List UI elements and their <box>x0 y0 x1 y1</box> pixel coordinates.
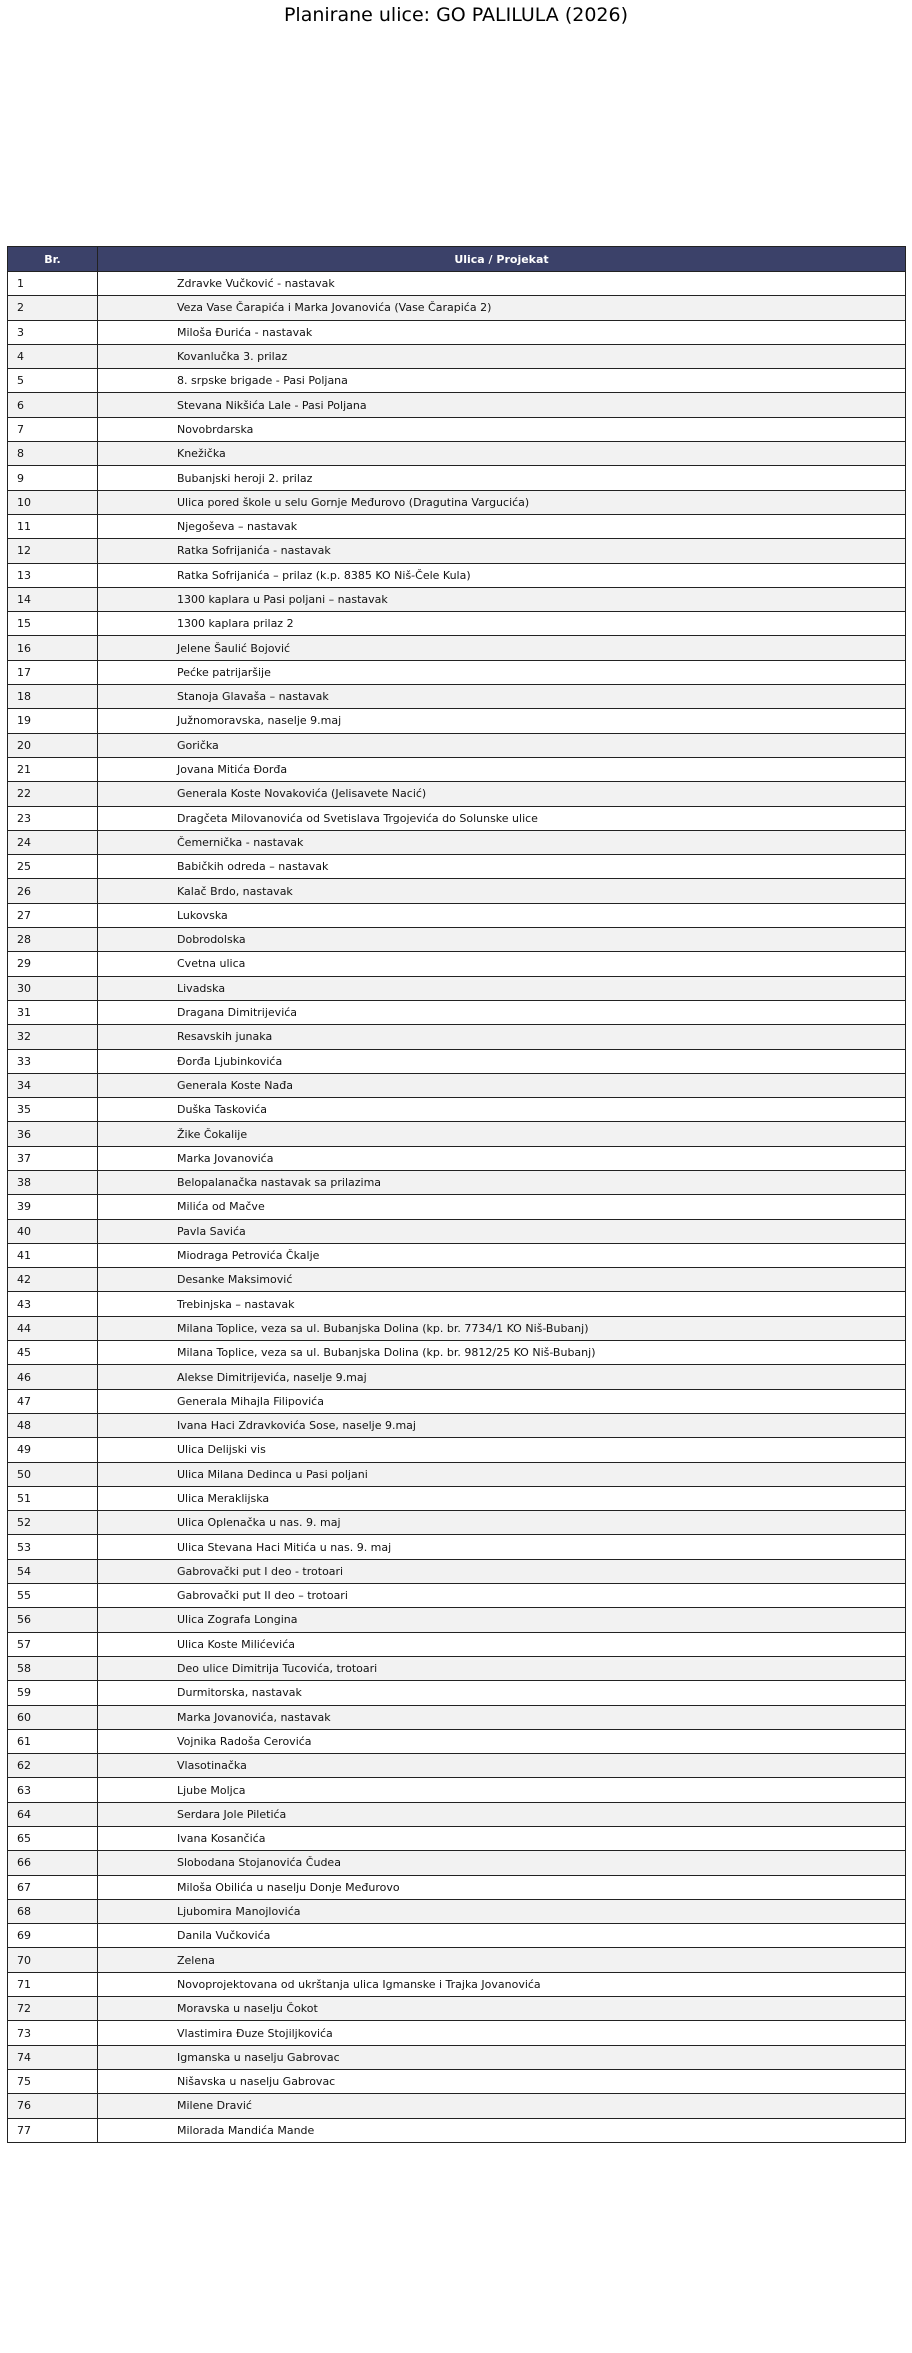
table-row <box>8 1924 906 1948</box>
row-number: 11 <box>8 514 98 538</box>
row-number: 15 <box>8 612 98 636</box>
row-number: 66 <box>8 1851 98 1875</box>
streets-table <box>7 246 906 2143</box>
row-street-name: Đorđa Ljubinkovića <box>98 1049 906 1073</box>
table-row <box>8 1438 906 1462</box>
table-row <box>8 1802 906 1826</box>
table-row <box>8 320 906 344</box>
row-street-name: Bubanjski heroji 2. prilaz <box>98 466 906 490</box>
row-street-name: Miloša Đurića - nastavak <box>98 320 906 344</box>
row-number: 53 <box>8 1535 98 1559</box>
table-row <box>8 296 906 320</box>
row-street-name: Milića od Mačve <box>98 1195 906 1219</box>
table-row <box>8 1098 906 1122</box>
row-number: 25 <box>8 855 98 879</box>
row-number: 17 <box>8 660 98 684</box>
row-street-name: Zelena <box>98 1948 906 1972</box>
table-row <box>8 2045 906 2069</box>
row-number: 30 <box>8 976 98 1000</box>
row-number: 39 <box>8 1195 98 1219</box>
row-number: 33 <box>8 1049 98 1073</box>
table-row <box>8 2094 906 2118</box>
row-street-name: Ulica pored škole u selu Gornje Međurovo (Dragutina Vargucića) <box>98 490 906 514</box>
row-street-name: Igmanska u naselju Gabrovac <box>98 2045 906 2069</box>
row-street-name: Pećke patrijaršije <box>98 660 906 684</box>
row-street-name: Veza Vase Čarapića i Marka Jovanovića (Vase Čarapića 2) <box>98 296 906 320</box>
row-street-name: Kalač Brdo, nastavak <box>98 879 906 903</box>
row-number: 58 <box>8 1656 98 1680</box>
row-street-name: Ratka Sofrijanića – prilaz (k.p. 8385 KO Niš-Čele Kula) <box>98 563 906 587</box>
row-street-name: Ljube Moljca <box>98 1778 906 1802</box>
table-row <box>8 1511 906 1535</box>
row-number: 28 <box>8 928 98 952</box>
row-street-name: Durmitorska, nastavak <box>98 1681 906 1705</box>
row-number: 57 <box>8 1632 98 1656</box>
table-header <box>8 247 906 272</box>
table-row <box>8 1705 906 1729</box>
row-street-name: Slobodana Stojanovića Čudea <box>98 1851 906 1875</box>
row-street-name: Cvetna ulica <box>98 952 906 976</box>
row-street-name: Marka Jovanovića, nastavak <box>98 1705 906 1729</box>
row-number: 20 <box>8 733 98 757</box>
row-number: 52 <box>8 1511 98 1535</box>
row-number: 46 <box>8 1365 98 1389</box>
table-row <box>8 514 906 538</box>
row-street-name: Ratka Sofrijanića - nastavak <box>98 539 906 563</box>
row-number: 29 <box>8 952 98 976</box>
row-street-name: Zdravke Vučković - nastavak <box>98 272 906 296</box>
row-number: 63 <box>8 1778 98 1802</box>
row-number: 76 <box>8 2094 98 2118</box>
header-street-project: Ulica / Projekat <box>98 247 906 272</box>
table-row <box>8 1632 906 1656</box>
table-row <box>8 1584 906 1608</box>
row-street-name: Trebinjska – nastavak <box>98 1292 906 1316</box>
row-number: 40 <box>8 1219 98 1243</box>
row-street-name: Ulica Zografa Longina <box>98 1608 906 1632</box>
row-number: 48 <box>8 1413 98 1437</box>
table-row <box>8 1486 906 1510</box>
table-row <box>8 417 906 441</box>
row-street-name: Generala Koste Novakovića (Jelisavete Nacić) <box>98 782 906 806</box>
row-number: 7 <box>8 417 98 441</box>
table-row <box>8 733 906 757</box>
table-row <box>8 490 906 514</box>
table-row <box>8 466 906 490</box>
row-number: 27 <box>8 903 98 927</box>
table-row <box>8 709 906 733</box>
row-street-name: Kovanlučka 3. prilaz <box>98 344 906 368</box>
table-row <box>8 1997 906 2021</box>
row-number: 49 <box>8 1438 98 1462</box>
table-row <box>8 1851 906 1875</box>
row-number: 31 <box>8 1000 98 1024</box>
row-number: 74 <box>8 2045 98 2069</box>
row-number: 22 <box>8 782 98 806</box>
table-row <box>8 806 906 830</box>
table-row <box>8 685 906 709</box>
row-street-name: Milene Dravić <box>98 2094 906 2118</box>
row-number: 71 <box>8 1972 98 1996</box>
row-number: 23 <box>8 806 98 830</box>
row-number: 12 <box>8 539 98 563</box>
row-number: 47 <box>8 1389 98 1413</box>
row-number: 24 <box>8 830 98 854</box>
row-street-name: Livadska <box>98 976 906 1000</box>
row-number: 13 <box>8 563 98 587</box>
table-row <box>8 1146 906 1170</box>
row-number: 35 <box>8 1098 98 1122</box>
table-row <box>8 1292 906 1316</box>
row-street-name: Milorada Mandića Mande <box>98 2118 906 2142</box>
row-street-name: Vojnika Radoša Cerovića <box>98 1729 906 1753</box>
table-row <box>8 1608 906 1632</box>
row-street-name: Miloša Obilića u naselju Donje Međurovo <box>98 1875 906 1899</box>
row-number: 1 <box>8 272 98 296</box>
table-row <box>8 1122 906 1146</box>
row-street-name: Dragana Dimitrijevića <box>98 1000 906 1024</box>
row-number: 26 <box>8 879 98 903</box>
row-number: 59 <box>8 1681 98 1705</box>
row-number: 43 <box>8 1292 98 1316</box>
row-street-name: Vlasotinačka <box>98 1754 906 1778</box>
row-street-name: Milana Toplice, veza sa ul. Bubanjska Dolina (kp. br. 9812/25 KO Niš-Bubanj) <box>98 1341 906 1365</box>
table-row <box>8 2118 906 2142</box>
row-street-name: Generala Mihajla Filipovića <box>98 1389 906 1413</box>
row-street-name: Dragčeta Milovanovića od Svetislava Trgojevića do Solunske ulice <box>98 806 906 830</box>
row-street-name: Stanoja Glavaša – nastavak <box>98 685 906 709</box>
row-street-name: Serdara Jole Piletića <box>98 1802 906 1826</box>
table-row <box>8 1365 906 1389</box>
table-row <box>8 830 906 854</box>
row-street-name: Alekse Dimitrijevića, naselje 9.maj <box>98 1365 906 1389</box>
row-number: 56 <box>8 1608 98 1632</box>
table-row <box>8 1754 906 1778</box>
row-street-name: Babičkih odreda – nastavak <box>98 855 906 879</box>
table-row <box>8 2069 906 2093</box>
table-row <box>8 563 906 587</box>
table-row <box>8 1681 906 1705</box>
row-number: 67 <box>8 1875 98 1899</box>
row-number: 62 <box>8 1754 98 1778</box>
table-row <box>8 952 906 976</box>
row-number: 2 <box>8 296 98 320</box>
row-number: 38 <box>8 1170 98 1194</box>
row-street-name: Jovana Mitića Đorđa <box>98 757 906 781</box>
table-row <box>8 2021 906 2045</box>
row-number: 18 <box>8 685 98 709</box>
row-street-name: Novobrdarska <box>98 417 906 441</box>
row-street-name: 1300 kaplara prilaz 2 <box>98 612 906 636</box>
row-number: 21 <box>8 757 98 781</box>
row-street-name: Južnomoravska, naselje 9.maj <box>98 709 906 733</box>
row-street-name: Generala Koste Nađa <box>98 1073 906 1097</box>
row-number: 60 <box>8 1705 98 1729</box>
row-street-name: Danila Vučkovića <box>98 1924 906 1948</box>
row-street-name: Belopalanačka nastavak sa prilazima <box>98 1170 906 1194</box>
table-row <box>8 1243 906 1267</box>
row-number: 41 <box>8 1243 98 1267</box>
row-number: 72 <box>8 1997 98 2021</box>
row-number: 75 <box>8 2069 98 2093</box>
table-row <box>8 1000 906 1024</box>
row-number: 37 <box>8 1146 98 1170</box>
table-row <box>8 1049 906 1073</box>
table-row <box>8 1389 906 1413</box>
table-row <box>8 1341 906 1365</box>
row-street-name: Ivana Kosančića <box>98 1827 906 1851</box>
row-street-name: Deo ulice Dimitrija Tucovića, trotoari <box>98 1656 906 1680</box>
table-row <box>8 1073 906 1097</box>
table-row <box>8 1025 906 1049</box>
row-number: 9 <box>8 466 98 490</box>
row-number: 42 <box>8 1268 98 1292</box>
header-number: Br. <box>8 247 98 272</box>
table-row <box>8 1170 906 1194</box>
row-street-name: Moravska u naselju Čokot <box>98 1997 906 2021</box>
row-street-name: Ulica Meraklijska <box>98 1486 906 1510</box>
table-row <box>8 1535 906 1559</box>
row-street-name: Gabrovački put I deo - trotoari <box>98 1559 906 1583</box>
row-street-name: Njegoševa – nastavak <box>98 514 906 538</box>
page-title: Planirane ulice: GO PALILULA (2026) <box>283 4 629 26</box>
row-number: 61 <box>8 1729 98 1753</box>
table-row <box>8 1656 906 1680</box>
row-street-name: Desanke Maksimović <box>98 1268 906 1292</box>
row-number: 34 <box>8 1073 98 1097</box>
table-row <box>8 1462 906 1486</box>
row-street-name: Ulica Oplenačka u nas. 9. maj <box>98 1511 906 1535</box>
row-street-name: Ljubomira Manojlovića <box>98 1899 906 1923</box>
table-row <box>8 928 906 952</box>
row-number: 69 <box>8 1924 98 1948</box>
row-number: 68 <box>8 1899 98 1923</box>
row-street-name: Ulica Milana Dedinca u Pasi poljani <box>98 1462 906 1486</box>
table-row <box>8 636 906 660</box>
row-number: 8 <box>8 442 98 466</box>
row-number: 50 <box>8 1462 98 1486</box>
row-number: 16 <box>8 636 98 660</box>
row-street-name: Ulica Stevana Haci Mitića u nas. 9. maj <box>98 1535 906 1559</box>
table-row <box>8 272 906 296</box>
row-street-name: Dobrodolska <box>98 928 906 952</box>
row-number: 3 <box>8 320 98 344</box>
table-row <box>8 1559 906 1583</box>
table-row <box>8 660 906 684</box>
row-street-name: Knežička <box>98 442 906 466</box>
table-row <box>8 344 906 368</box>
table-row <box>8 757 906 781</box>
row-street-name: Stevana Nikšića Lale - Pasi Poljana <box>98 393 906 417</box>
row-number: 55 <box>8 1584 98 1608</box>
row-number: 54 <box>8 1559 98 1583</box>
row-number: 4 <box>8 344 98 368</box>
table-body <box>8 272 906 2143</box>
row-street-name: Žike Čokalije <box>98 1122 906 1146</box>
table-row <box>8 587 906 611</box>
row-street-name: Novoprojektovana od ukrštanja ulica Igmanske i Trajka Jovanovića <box>98 1972 906 1996</box>
table-row <box>8 1948 906 1972</box>
row-street-name: Milana Toplice, veza sa ul. Bubanjska Dolina (kp. br. 7734/1 KO Niš-Bubanj) <box>98 1316 906 1340</box>
row-number: 45 <box>8 1341 98 1365</box>
row-street-name: Resavskih junaka <box>98 1025 906 1049</box>
table-row <box>8 879 906 903</box>
table-row <box>8 1778 906 1802</box>
table-row <box>8 782 906 806</box>
row-street-name: Čemernička - nastavak <box>98 830 906 854</box>
table-row <box>8 1195 906 1219</box>
row-street-name: Nišavska u naselju Gabrovac <box>98 2069 906 2093</box>
row-number: 51 <box>8 1486 98 1510</box>
row-number: 5 <box>8 369 98 393</box>
row-number: 36 <box>8 1122 98 1146</box>
table-row <box>8 1316 906 1340</box>
row-street-name: Ivana Haci Zdravkovića Sose, naselje 9.maj <box>98 1413 906 1437</box>
row-number: 19 <box>8 709 98 733</box>
table-row <box>8 1972 906 1996</box>
row-street-name: Lukovska <box>98 903 906 927</box>
table-row <box>8 903 906 927</box>
table-row <box>8 369 906 393</box>
row-number: 64 <box>8 1802 98 1826</box>
table-row <box>8 1875 906 1899</box>
table-row <box>8 1827 906 1851</box>
table-row <box>8 539 906 563</box>
row-number: 14 <box>8 587 98 611</box>
table-row <box>8 442 906 466</box>
row-street-name: 1300 kaplara u Pasi poljani – nastavak <box>98 587 906 611</box>
table-row <box>8 855 906 879</box>
row-number: 32 <box>8 1025 98 1049</box>
table-row <box>8 1219 906 1243</box>
table-row <box>8 1729 906 1753</box>
table-row <box>8 976 906 1000</box>
row-street-name: Gorička <box>98 733 906 757</box>
row-number: 65 <box>8 1827 98 1851</box>
table-row <box>8 1268 906 1292</box>
row-street-name: Vlastimira Đuze Stojiljkovića <box>98 2021 906 2045</box>
table-row <box>8 393 906 417</box>
row-street-name: Ulica Koste Milićevića <box>98 1632 906 1656</box>
table-row <box>8 612 906 636</box>
row-street-name: Gabrovački put II deo – trotoari <box>98 1584 906 1608</box>
row-number: 73 <box>8 2021 98 2045</box>
row-number: 44 <box>8 1316 98 1340</box>
row-street-name: 8. srpske brigade - Pasi Poljana <box>98 369 906 393</box>
row-street-name: Pavla Savića <box>98 1219 906 1243</box>
row-street-name: Jelene Šaulić Bojović <box>98 636 906 660</box>
row-street-name: Miodraga Petrovića Čkalje <box>98 1243 906 1267</box>
row-number: 77 <box>8 2118 98 2142</box>
table-row <box>8 1413 906 1437</box>
row-number: 6 <box>8 393 98 417</box>
row-street-name: Ulica Delijski vis <box>98 1438 906 1462</box>
row-street-name: Duška Taskovića <box>98 1098 906 1122</box>
table-row <box>8 1899 906 1923</box>
row-number: 70 <box>8 1948 98 1972</box>
header-row <box>8 247 906 272</box>
row-street-name: Marka Jovanovića <box>98 1146 906 1170</box>
row-number: 10 <box>8 490 98 514</box>
